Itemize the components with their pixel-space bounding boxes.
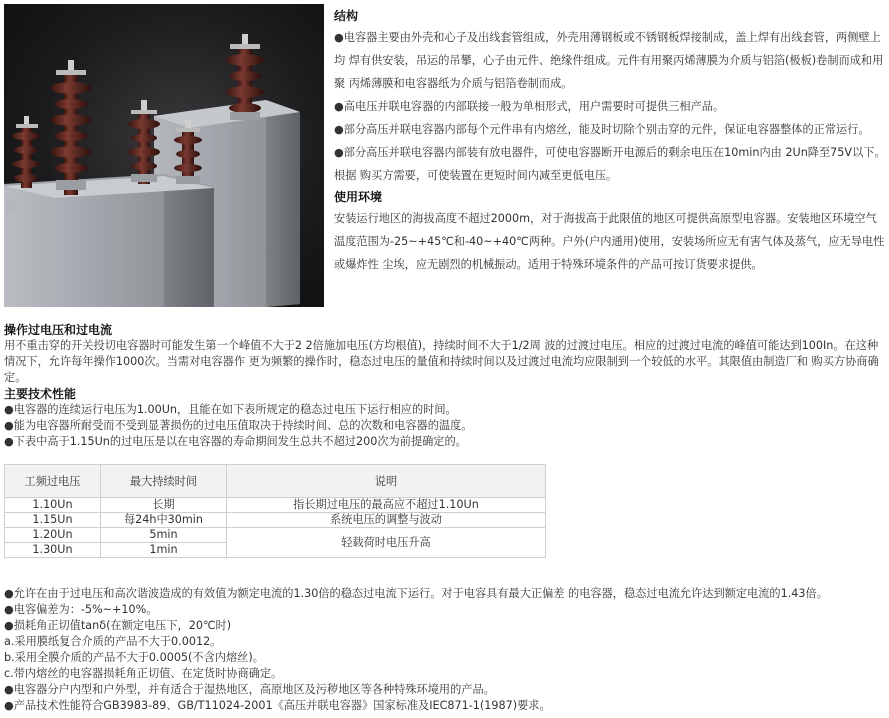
capacitor-product-image: [4, 4, 324, 307]
performance-item: ●能为电容器所耐受而不受到显著损伤的过电压值取决于持续时间、总的次数和电容器的温度。: [4, 419, 473, 432]
table-header-cell: 工频过电压: [5, 465, 101, 498]
table-header-row: [5, 465, 546, 498]
structure-heading: 结构: [334, 9, 359, 23]
environment-text: 安装运行地区的海拔高度不超过2000m，对于海拔高于此限值的地区可提供高原型电容器。安装地区环境空气 温度范围为-25~+45℃和-40~+40℃两种。户外(户内通用)使用，安装场所应无有害气体及蒸气，应无导电性或爆炸性 尘埃，应无剧烈的机械振动。适用于特殊环境条件的产品可按订货要求提供。: [334, 212, 885, 271]
environment-heading: 使用环境: [334, 190, 383, 204]
table-row: [5, 498, 546, 513]
note-item: c.带内熔丝的电容器损耗角正切值、在定货时协商确定。: [4, 667, 283, 680]
bushing-right-tall: [226, 34, 264, 120]
table-cell: 5min: [101, 528, 227, 543]
description-column: [334, 6, 886, 276]
switching-heading: 操作过电压和过电流: [4, 323, 113, 337]
switching-text: 用不重击穿的开关投切电容器时可能发生第一个峰值不大于2 2倍施加电压(方均根值)，持续时间不大于1/2周 波的过渡过电压。相应的过渡过电流的峰值可能达到100In。在这种情况下，允许每年操作1000次。当需对电容器作 更为频繁的操作时，稳态过电压的量值和持续时间以及过渡过电流均应限制到一个较低的水平。其限值由制造厂和 购买方协商确定。: [4, 339, 879, 384]
structure-paragraph: ●部分高压并联电容器内部装有放电器件，可使电容器断开电源后的剩余电压在10min内由 2Un降至75V以下。根据 购买方需要，可使装置在更短时间内减至更低电压。: [334, 146, 886, 182]
performance-item: ●下表中高于1.15Un的过电压是以在电容器的寿命期间发生总共不超过200次为前提确定的。: [4, 435, 467, 448]
structure-paragraph: ●部分高压并联电容器内部每个元件串有内熔丝，能及时切除个别击穿的元件，保证电容器整体的正常运行。: [334, 123, 870, 136]
note-item: b.采用全膜介质的产品不大于0.0005(不含内熔丝)。: [4, 651, 264, 664]
note-item: ●损耗角正切值tanδ(在额定电压下，20℃时): [4, 619, 232, 632]
table-row: [5, 513, 546, 528]
table-header-cell: 最大持续时间: [101, 465, 227, 498]
table-cell: 1.15Un: [5, 513, 101, 528]
bushing-left-small: [12, 116, 40, 188]
performance-heading: 主要技术性能: [4, 387, 77, 401]
table-cell: 1.20Un: [5, 528, 101, 543]
table-cell: 长期: [101, 498, 227, 513]
technical-section: [4, 322, 885, 450]
note-item: ●电容器分户内型和户外型，并有适合于湿热地区，高原地区及污秽地区等各种特殊环境用的产品。: [4, 683, 495, 696]
table-header-cell: 说明: [227, 465, 546, 498]
note-item: ●电容偏差为：-5%~+10%。: [4, 603, 158, 616]
table-cell: 1.30Un: [5, 543, 101, 558]
table-cell: 1min: [101, 543, 227, 558]
capacitor-illustration: [4, 4, 324, 307]
performance-item: ●电容器的连续运行电压为1.00Un，且能在如下表所规定的稳态过电压下运行相应的时间。: [4, 403, 457, 416]
note-item: a.采用膜纸复合介质的产品不大于0.0012。: [4, 635, 222, 648]
table-row: [5, 528, 546, 543]
table-cell: 1.10Un: [5, 498, 101, 513]
note-item: ●允许在由于过电压和高次谐波造成的有效值为额定电流的1.30倍的稳态过电流下运行。对于电容具有最大正偏差 的电容器，稳态过电流允许达到额定电流的1.43倍。: [4, 587, 828, 600]
table-cell: 每24h中30min: [101, 513, 227, 528]
table-cell: 系统电压的调整与波动: [227, 513, 546, 528]
bushing-left-tall: [51, 60, 91, 195]
structure-paragraph: ●电容器主要由外壳和心子及出线套管组成，外壳用薄钢板或不锈钢板焊接制成，盖上焊有出线套管，两侧壁上均 焊有供安装，吊运的吊攀，心子由元件、绝缘件组成。元件有用聚丙烯薄膜为介质与铝箔(极板)卷制而成和用聚 丙烯薄膜和电容器纸为介质与铝箔卷制而成。: [334, 31, 884, 90]
table-cell: 轻载荷时电压升高: [227, 528, 546, 558]
note-item: ●产品技术性能符合GB3983-89、GB/T11024-2001《高压并联电容器》国家标准及IEC871-1(1987)要求。: [4, 699, 551, 712]
table-cell: 指长期过电压的最高应不超过1.10Un: [227, 498, 546, 513]
notes-section: [4, 586, 885, 714]
structure-paragraph: ●高电压并联电容器的内部联接一般为单相形式，用户需要时可提供三相产品。: [334, 100, 725, 113]
overvoltage-table: [4, 464, 546, 558]
